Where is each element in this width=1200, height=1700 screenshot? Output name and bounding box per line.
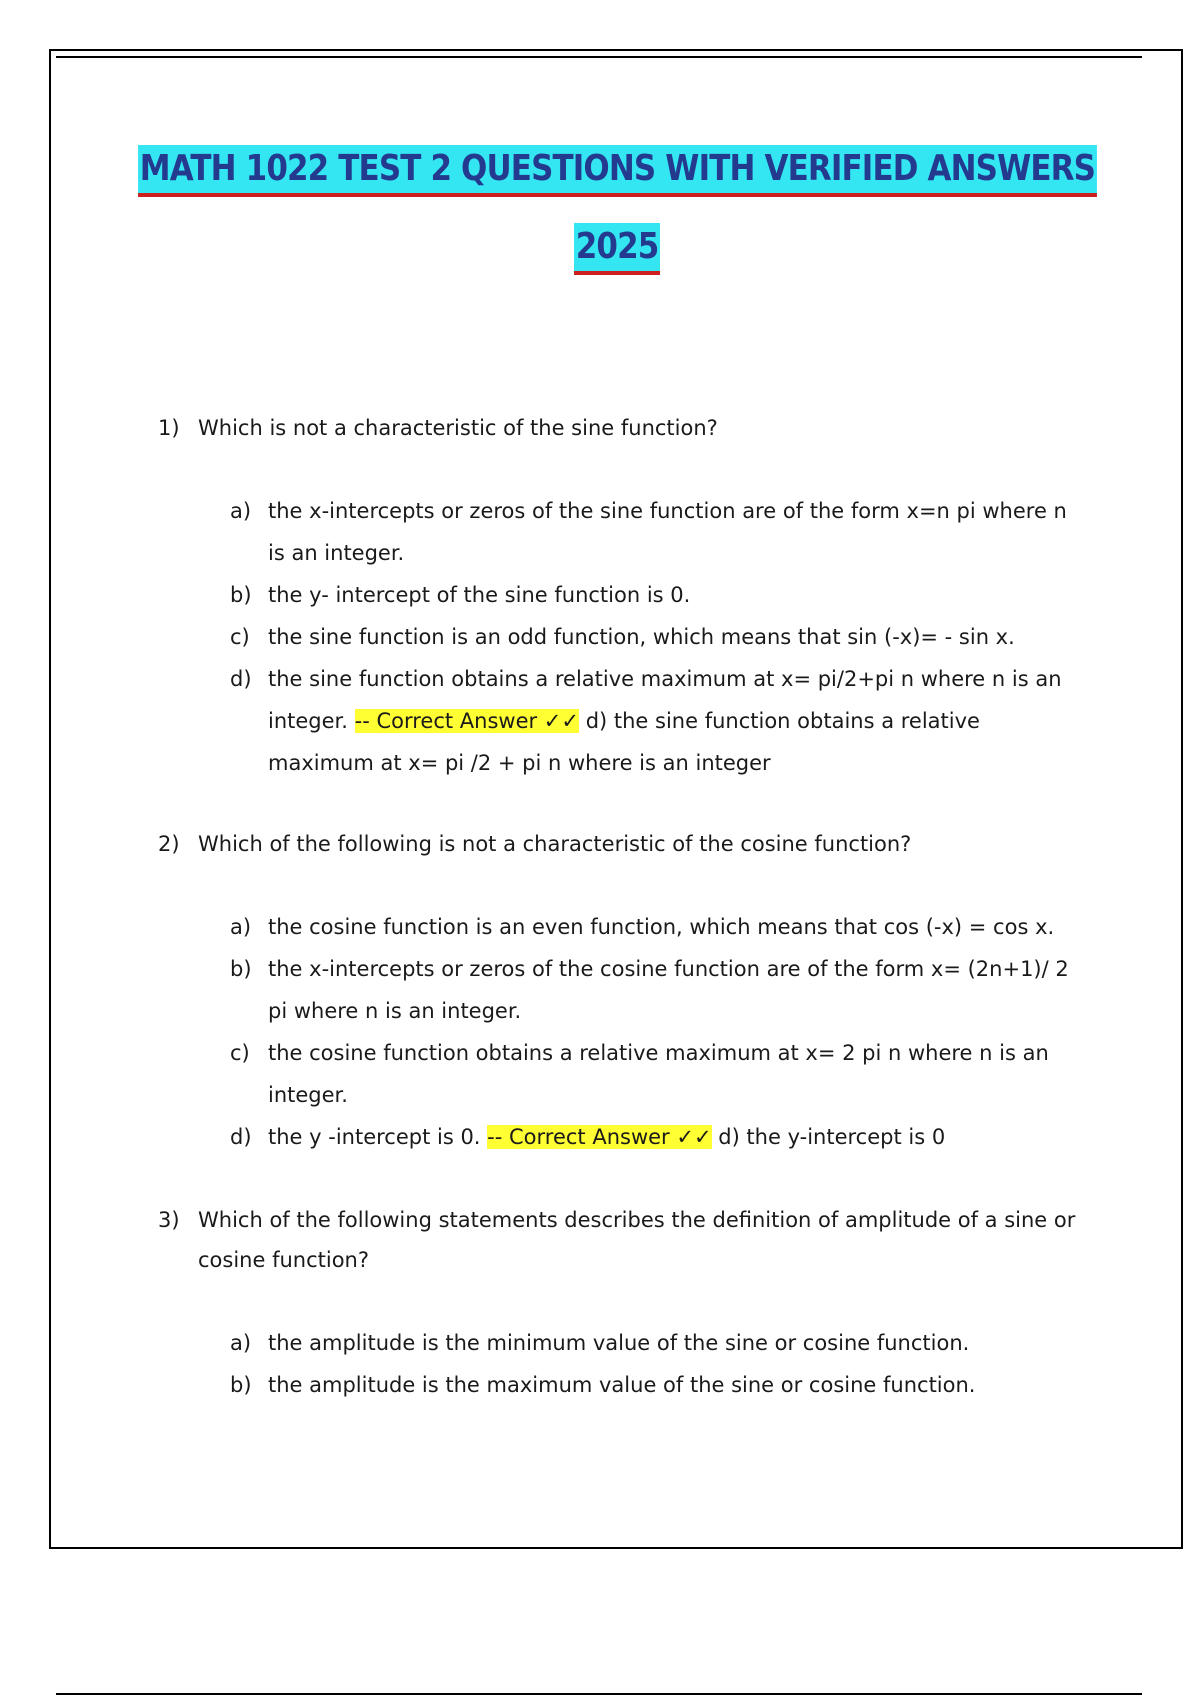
option-a (230, 1322, 1090, 1364)
question-1-options (230, 490, 1090, 784)
option-text: the x-intercepts or zeros of the sine function are of the form x=n pi where n is an integer. (268, 499, 1067, 565)
option-label: a) (230, 915, 252, 939)
option-text: the y- intercept of the sine function is 0. (268, 583, 691, 607)
option-a (230, 490, 1090, 574)
correct-answer-text: d) the sine function obtains a relative maximum at x= pi /2 + pi n where is an integer (268, 709, 980, 775)
option-label: a) (230, 499, 252, 523)
question-text: Which of the following is not a characteristic of the cosine function? (198, 832, 912, 856)
option-text: the sine function obtains a relative maximum at x= pi/2+pi n where n is an integer. (268, 667, 1062, 733)
option-label: c) (230, 1041, 250, 1065)
option-b (230, 1364, 1090, 1406)
option-text: the y -intercept is 0. (268, 1125, 481, 1149)
question-text: Which is not a characteristic of the sine function? (198, 416, 718, 440)
correct-answer-text: d) the y-intercept is 0 (718, 1125, 946, 1149)
question-2 (158, 824, 1078, 864)
option-label: d) (230, 667, 252, 691)
option-text: the cosine function is an even function, which means that cos (-x) = cos x. (268, 915, 1055, 939)
option-text: the sine function is an odd function, which means that sin (-x)= - sin x. (268, 625, 1015, 649)
option-d (230, 658, 1090, 784)
question-3 (158, 1200, 1078, 1280)
option-text: the amplitude is the maximum value of the sine or cosine function. (268, 1373, 976, 1397)
option-label: b) (230, 957, 252, 981)
option-label: b) (230, 583, 252, 607)
option-d (230, 1116, 1090, 1158)
option-text: the amplitude is the minimum value of the sine or cosine function. (268, 1331, 970, 1355)
correct-answer-marker: -- Correct Answer ✓✓ (354, 709, 579, 733)
option-label: a) (230, 1331, 252, 1355)
option-label: d) (230, 1125, 252, 1149)
option-text: the x-intercepts or zeros of the cosine function are of the form x= (2n+1)/ 2 pi where n is an integer. (268, 957, 1069, 1023)
question-number: 2) (158, 832, 180, 856)
question-number: 3) (158, 1208, 180, 1232)
option-c (230, 1032, 1090, 1116)
option-a (230, 906, 1090, 948)
question-1 (158, 408, 1078, 448)
option-label: b) (230, 1373, 252, 1397)
question-3-options (230, 1322, 1090, 1406)
bottom-rule (56, 1693, 1142, 1695)
title-line-1: MATH 1022 TEST 2 QUESTIONS WITH VERIFIED ANSWERS (138, 145, 1097, 197)
option-text: the cosine function obtains a relative maximum at x= 2 pi n where n is an integer. (268, 1041, 1049, 1107)
option-b (230, 574, 1090, 616)
option-label: c) (230, 625, 250, 649)
question-number: 1) (158, 416, 180, 440)
correct-answer-marker: -- Correct Answer ✓✓ (487, 1125, 712, 1149)
option-c (230, 616, 1090, 658)
option-b (230, 948, 1090, 1032)
document-title (0, 145, 1200, 275)
top-rule (56, 56, 1142, 58)
question-text: Which of the following statements describes the definition of amplitude of a sine or cosine function? (198, 1208, 1076, 1272)
question-2-options (230, 906, 1090, 1158)
title-line-2: 2025 (574, 223, 660, 275)
